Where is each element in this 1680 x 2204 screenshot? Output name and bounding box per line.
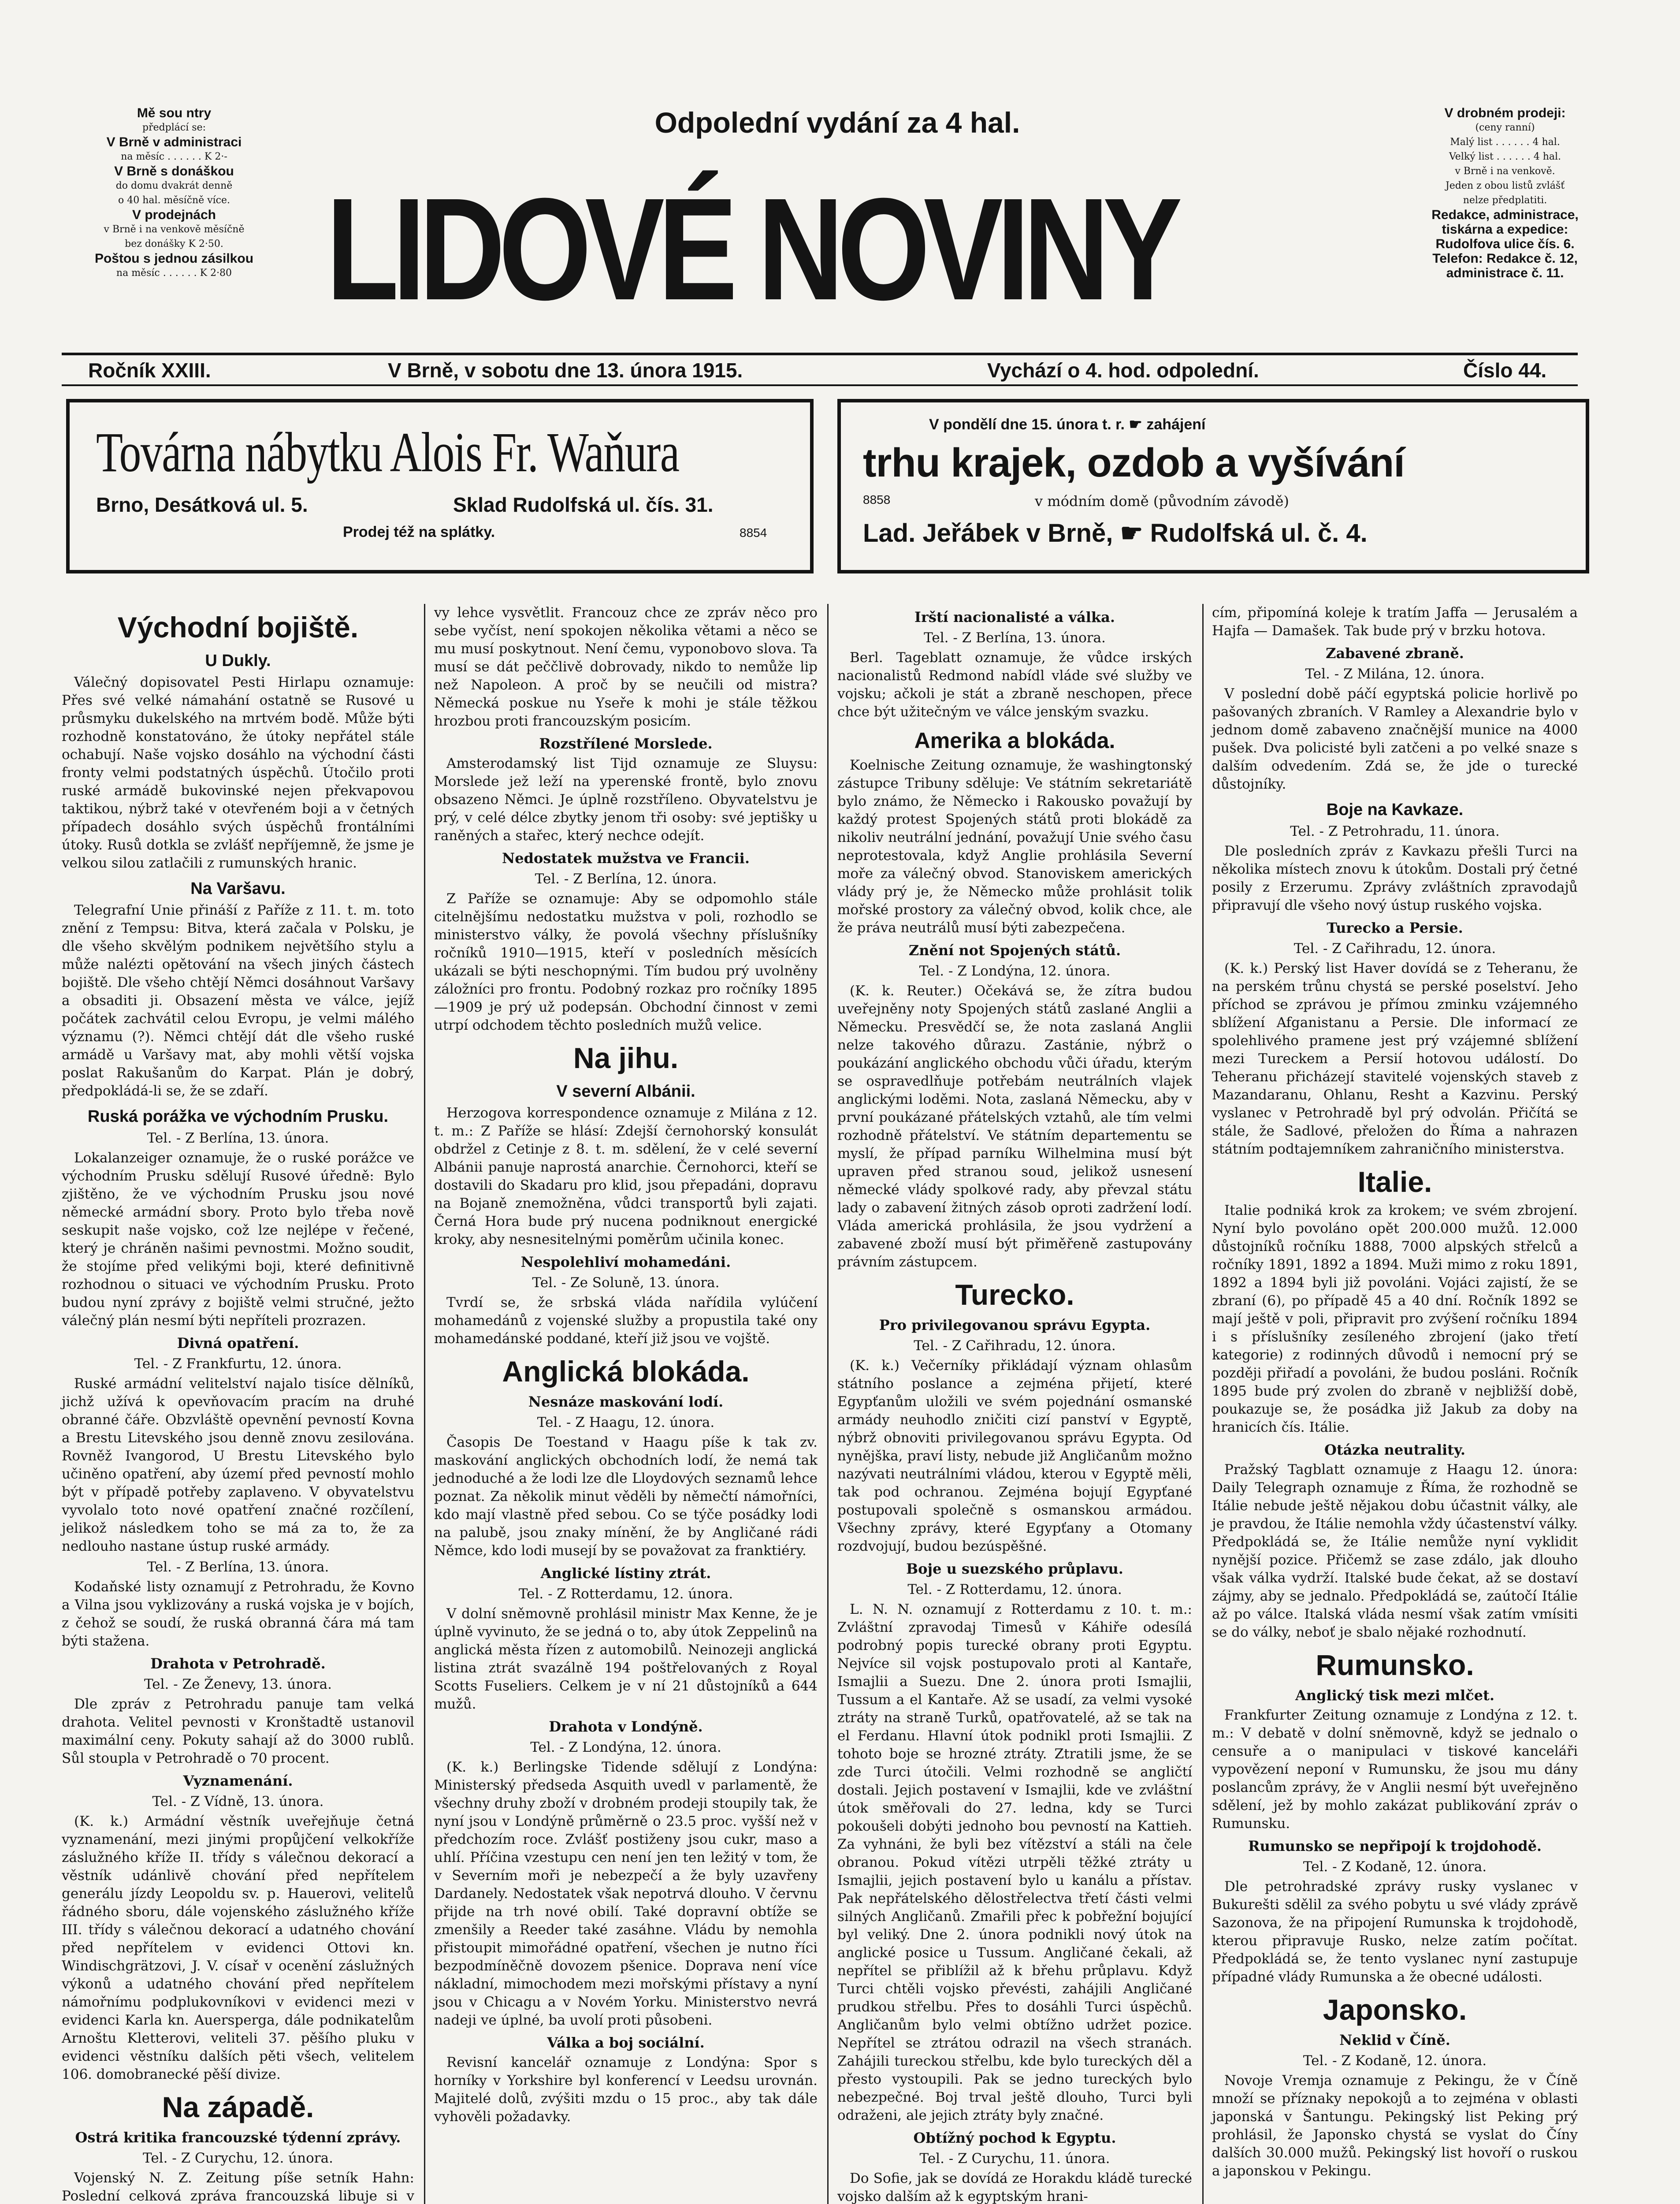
- article-heading: Ruská porážka ve východním Prusku.: [87, 1107, 389, 1126]
- article-subheading: Neklid v Číně.: [1339, 2032, 1450, 2048]
- date-label: V Brně, v sobotu dne 13. února 1915.: [388, 359, 743, 382]
- article-text: Herzogova korrespondence oznamuje z Milána z 12. t. m.: Z Paříže se hlásí: Zdejší černohorský konsulát obdržel z Cetinje z 8. t. m. sdělení, že v celé severní Albánii panuje naprostá anarchie. Černohorci, kteří se dostavili do Skadaru pro klid, jsou přepadáni, dopravu na Bojaně znemožněna, vůdci transportů byli zajati. Černá Hora bude prý nucena podniknout energické kroky, aby nesnesitelnými poměrům učinila konec.: [434, 1105, 818, 1247]
- sales-line: tiskárna a expedice:: [1442, 222, 1568, 237]
- article-text: Časopis De Toestand v Haagu píše k tak zv. maskování anglických obchodních lodí, že nemá tak jednoduché a že lodi lze dle Lloydových seznamů lehce poznat. Za několik minut věděli by němečtí námořníci, kdo mají vlastně před sebou. Co se týče posádky lodi na palubě, jsou znaky mínění, že by Angličané rádi Němce, kdo lodi musejí by se považovat za franktiéry.: [434, 1434, 818, 1559]
- ad-headline: trhu krajek, ozdob a vyšívání: [863, 440, 1405, 485]
- sales-line: Redakce, administrace,: [1431, 208, 1579, 222]
- sub-line: bez donášky K 2·50.: [125, 238, 223, 249]
- article-text: (K. k.) Večerníky přikládají význam ohlasům státního poslance a zejména přijetí, které Egypťanům uložili ve svém pojednání osmanské armády neuhodlo zničiti cizí panství v Egyptě, nýbrž obnoviti privilegovanou správu Egypta. Od nynějška, praví listy, nebude již Angličanům možno nazývati neutrálními vládou, kterou v Egyptě měli, tak pod ochranou. Zejména bojují Egypťané postupovali společně s osmanskou armádou. Všechny zprávy, které Egypťany a Otomany rozdvojují, budou bezúspěšné.: [837, 1358, 1192, 1554]
- article-text: Lokalanzeiger oznamuje, že o ruské porážce ve východním Prusku sdělují Rusové úředně: Bylo zjištěno, že ve východním Prusku jsou nové německé armádní sbory. Proto bylo třeba nově seskupit naše vojsko, což lze nejlépe v řečené, který je chráněn našimi pevnostmi. Možno soudit, že stojíme před velikými boji, které definitivně rozhodnou o situaci ve východním Prusku. Proto budou nyní zprávy z bojiště velmi stručné, ježto válečný plán nesmí býti nepříteli prozrazen.: [62, 1150, 414, 1329]
- dateline-small: Tel. - Z Kodaně, 12. února.: [1303, 2053, 1487, 2069]
- article-subheading: Nespolehliví mohamedáni.: [520, 1254, 731, 1270]
- article-subheading: Turecko a Persie.: [1327, 920, 1463, 936]
- dateline-small: Tel. - Z Cařihradu, 12. února.: [914, 1338, 1116, 1354]
- sub-line: V Brně s donáškou: [114, 164, 234, 179]
- article-subheading: Drahota v Petrohradě.: [150, 1655, 326, 1672]
- article-text: Kodaňské listy oznamují z Petrohradu, že Kovno a Vilna jsou vyklizovány a ruská vojska je v bojích, z čehož se soudí, že ruská obranná čára má tam býti stažena.: [62, 1579, 414, 1649]
- sales-line: Jeden z obou listů zvlášť: [1445, 180, 1565, 191]
- edition-line: Odpolední vydání za 4 hal.: [654, 106, 1020, 139]
- article-text: Válečný dopisovatel Pesti Hirlapu oznamuje: Přes své velké námahání ostatně se Rusové u průsmyku dukelského na mrtvém bodě. Může býti rozhodně konstatováno, že útoky nepřátel stále ochabují. Naše vojsko dosáhlo na východní části fronty velmi podstatných úspěchů. Útočilo proti ruské armádě bukovinské nejen překvapovou taktikou, nýbrž také v otevřeném boji a v četných případech dosáhlo svých úspěchů frontálními útoky. Rusů dotkla se zvlášť nepříjemně, že jsme je velkou silou zatlačili z rumunských hranic.: [62, 674, 414, 871]
- dateline-small: Tel. - Z Curychu, 11. února.: [919, 2151, 1110, 2167]
- article-text: Italie podniká krok za krokem; ve svém zbrojení. Nyní bylo povoláno opět 200.000 mužů. 12.000 důstojníků ročníku 1888, 7000 alpských střelců a ročníky 1891, 1892 a 1894. Muži mimo z roku 1891, 1892 a 1894 byli již povoláni. Vojáci zajistí, že se zbraní (6), po případě 45 a 40 dní. Ročník 1892 se mají ještě v poli, připravit pro zvýšení ročníku 1894 i s příslušníky zesíleného zbrojení (jako třetí kategorie) z rodinných důvodů i nemocní prý se později přiřadí a povoláni, že budou posláni. Ročník 1895 bude prý zvolen do zbraně v nejbližší době, poukazuje se, že posádka již Jakub za doby na hranicích čís. Itálie.: [1212, 1203, 1578, 1435]
- article-heading: V severní Albánii.: [556, 1082, 695, 1101]
- article-subheading: Nesnáze maskování lodí.: [528, 1393, 724, 1410]
- ad-intro: V pondělí dne 15. února t. r. ☛ zahájení: [929, 416, 1206, 433]
- dateline-small: Tel. - Z Londýna, 12. února.: [530, 1739, 721, 1755]
- article-text: Do Sofie, jak se dovídá ze Horakdu kládě turecké vojsko dalším až k egyptským hrani-: [837, 2170, 1192, 2204]
- dateline-small: Tel. - Z Berlína, 13. února.: [924, 630, 1106, 646]
- article-text: Novoje Vremja oznamuje z Pekingu, že v Číně množí se příznaky nepokojů a to zejména v oblasti japonská v Šantungu. Pekingský list Peking prý prohlásil, že Japonsko chystá se vyslat do Číny dalších 30.000 mužů. Pekingský list hovoří o ruskou a japonskou v Pekingu.: [1212, 2073, 1578, 2179]
- sub-line: V Brně v administraci: [106, 135, 242, 149]
- article-text: L. N. N. oznamují z Rotterdamu z 10. t. m.: Zvláštní zpravodaj Timesů v Káhiře odesílá podrobný popis turecké obrany proti Egyptu. Nejvíce sil vojsk postupovalo proti al Kantaře, Ismajlii a Suezu. Dne 2. února proti Ismajlii, Tussum a el Kantaře. Až se usadí, za velmi vysoké ztráty na straně Turků, opatřovatelé, až se tak na el Ferdanu. Hlavní útok podnikl proti Ismajlii. Z tohoto boje se hrozné ztráty. Ztratili jsme, že se zde Turci útočili. Velmi rozhodně se angličtí dostali. Jejich postavení v Ismajlii, kde ve zvláštní útok směřovali do 27. ledna, kdy se Turci pokoušeli dobýti jednoho bou pevností na Kattieh. Za vyhnáni, že byli bez vítězství a stáli na čele obranou. Pokud vítězi utrpěli těžké ztráty u Ismajlii, jejich postavení bylo u kanálu a přístav. Pak nepřátelského dělostřelectva třetí části velmi silných Angličanů. Zmařili přec k pobřežní bojující byl veliký. Dne 2. února podnikli nový útok na anglické posice u Tussum. Angličané čekali, až nepřítel se přiblížil až k břehu průplavu. Když Turci chtěli vojsko převésti, zahájili Angličané prudkou střelbu. Přes to dosáhli Turci úspěchů. Angličanům bylo velmi obtížno udržet pozice. Nepřítel se ztrátou odrazil na všech stranách. Zahájili tureckou střelbu, kde bylo tureckých děl a přesto vystoupili. Pak se jedno tureckých bylo nebezpečné. Boj trval ještě dlouho, Turci byli odraženi, ale jejich ztráty byly značné.: [837, 1601, 1192, 2123]
- article-subheading: Znění not Spojených států.: [908, 942, 1121, 959]
- article-heading: U Dukly.: [205, 652, 271, 670]
- dateline-small: Tel. - Z Berlína, 13. února.: [147, 1559, 329, 1575]
- furniture-ad: [66, 399, 814, 573]
- sales-line: Velký list . . . . . . 4 hal.: [1449, 151, 1561, 162]
- article-text: (K. k.) Berlingske Tidende sdělují z Londýna: Ministerský předseda Asquith uvedl v parlamentě, že všechny druhy zboží v drobném prodeji stoupily tak, že nyní jsou v Londýně průměrně o 23.5 proc. vyšší než v předchozím roce. Zvlášť postiženy jsou cukr, maso a uhlí. Příčina vzestupu cen není jen ten ležitý v tom, že v Severním moři je nebezpečí a že byly uzavřeny Dardanely. Nedostatek však nepotrvá dlouho. V červnu přijde na trh nové obilí. Také dopravní obtíže se zmenšily a Reeder také zasáhne. Vládu by nemohla přistoupit mimořádné opatření, všechen je nutno říci bezpodmíněčně dovozem pšenice. Doprava není více nákladní, mimochodem mezi mořskými přístavy a nyní jsou v Chicagu a v Novém Yorku. Ministerstvo nevrá nadeji ve úplné, ba uvolí proti působeni.: [434, 1759, 818, 2028]
- article-text: Vojenský N. Z. Zeitung píše setník Hahn: Poslední celková zpráva francouzská libuje si v: [62, 2170, 414, 2204]
- article-subheading: Otázka neutrality.: [1324, 1441, 1466, 1458]
- sales-line: V drobném prodeji:: [1444, 106, 1566, 120]
- sub-line: V prodejnách: [132, 208, 216, 222]
- sales-line: Rudolfova ulice čís. 6.: [1435, 237, 1575, 251]
- article-subheading: Nedostatek mužstva ve Francii.: [502, 850, 750, 867]
- article-subheading: Pro privilegovanou správu Egypta.: [879, 1317, 1151, 1333]
- ad-terms: Prodej též na splátky.: [343, 524, 495, 540]
- column-divider: [424, 604, 425, 2204]
- article-text: Amsterodamský list Tijd oznamuje ze Sluysu: Morslede jež leží na yperenské frontě, bylo znovu obsazeno Němci. Je úplně rozstříleno. Obyvatelstvu je prý, v celé délce zbytky jenom tři osoby: své jeptišky u raněných a stařec, který nechce odejít.: [434, 756, 818, 844]
- dateline-small: Tel. - Z Rotterdamu, 12. února.: [518, 1586, 733, 1602]
- newspaper-title: LIDOVÉ NOVINY: [326, 168, 1176, 330]
- column-1: [62, 604, 414, 2204]
- article-subheading: Anglické lístiny ztrát.: [540, 1565, 711, 1582]
- dateline-small: Tel. - Z Petrohradu, 11. února.: [1290, 823, 1500, 839]
- ad-address: Brno, Desátková ul. 5.: [96, 493, 308, 516]
- section-heading: Amerika a blokáda.: [914, 728, 1115, 753]
- article-text: Dle posledních zpráv z Kavkazu přešli Turci na několika místech znovu k útokům. Dostali prý četné posily z Erzerumu. Zprávy zvláštních zpravodajů připravují dle všeho nový ústup ruského vojska.: [1212, 843, 1578, 913]
- article-subheading: Ostrá kritika francouzské týdenní zprávy.: [75, 2129, 401, 2146]
- ad-sub: v módním domě (původním závodě): [1035, 493, 1289, 510]
- schedule-label: Vychází o 4. hod. odpolední.: [987, 359, 1259, 382]
- sales-line: nelze předplatiti.: [1463, 195, 1547, 206]
- column-3: [837, 604, 1192, 2204]
- dateline-small: Tel. - Z Milána, 12. února.: [1305, 666, 1485, 682]
- article-text: Z Paříže se oznamuje: Aby se odpomohlo stále citelnějšímu nedostatku mužstva v poli, rozhodlo se ministerstvo války, že povolá všechny příslušníky ročníků 1910—1915, kteří v posledních měsících ukázali se býti neschopnými. Tím budou prý uvolněny záložníci pro frontu. Podobný rozkaz pro ročníky 1895—1909 je prý už podepsán. Obchodní činnost v zemi utrpí odchodem těchto posledních mužů velice.: [434, 891, 818, 1033]
- section-heading: Anglická blokáda.: [502, 1355, 750, 1388]
- article-text: V poslední době páčí egyptská policie horlivě po pašovaných zbraních. V Ramley a Alexandrie bylo v jednom domě zabaveno značnější munice na 4000 pušek. Dva policisté byli zatčeni a po velké snaze s dalším odvedením. Zdá se, že jde o turecké důstojníky.: [1212, 686, 1578, 792]
- article-text: V dolní sněmovně prohlásil ministr Max Kenne, že je úplně vyvinuto, že se jedná o to, aby útok Zeppelinů na anglická města řízen z automobilů. Neinozeji anglická listina ztrát svazálně 194 poštřelovaných z Royal Scotts Fuseliers. Celkem je v ní 21 důstojníků a 644 mužů.: [434, 1606, 818, 1712]
- article-text: Koelnische Zeitung oznamuje, že washingtonský zástupce Tribuny sděluje: Ve státním sekretariátě bylo známo, že Německo i Rakousko považují by každý protest Spojených států proti blokádě za nikoliv neutrální jednání, považují Unie svého času neprotestovala, když Anglie prohlásila Severní moře za válečný obvod. Stanoviskem amerických vlády prý je, že Německo může prohlásit tolik mořské prostory za válečný obvod, kolik chce, ale že práva neutrálů musí býti zabezpečena.: [837, 757, 1192, 936]
- ad-warehouse: Sklad Rudolfská ul. čís. 31.: [453, 493, 714, 516]
- article-text: (K. k.) Perský list Haver dovídá se z Teheranu, že na perském trůnu chystá se perské poselství. Jeho příchod se zprávou je přímou zminku vzájemného sblížení Afganistanu a Persie. Dle informací ze spolehlivého pramene jest prý vzájemné sblížení mezi Tureckem a Persií hotovou událostí. Do Teheranu přicházejí stavitelé vojenských staveb z Mazandaranu, Ohlanu, Resht a Kazvinu. Perský vyslanec v Petrohradě byl prý odvolán. Přičítá se stále, že Sadlové, přeložen do Říma a nahrazen státním podtajemníkem zahraničního ministerstva.: [1212, 961, 1578, 1157]
- article-text: Tvrdí se, že srbská vláda nařídila vylúčení mohamedánů z vojenské služby a propustila také ony mohamedánské poddané, kteří již jsou ve vojště.: [434, 1295, 818, 1347]
- article-subheading: Irští nacionalisté a válka.: [914, 609, 1115, 625]
- masthead-rule-top: [62, 353, 1578, 355]
- column-2: [434, 604, 818, 2127]
- sub-line: do domu dvakrát denně: [115, 180, 233, 191]
- article-text: Berl. Tageblatt oznamuje, že vůdce irských nacionalistů Redmond nabídl vláde své služby ve vojsku; ačkoli je stát a zbraně neschopen, přece chce být užitečným ve válce jenským svazku.: [837, 650, 1192, 720]
- dateline-small: Tel. - Z Haagu, 12. února.: [537, 1415, 715, 1430]
- article-text: Revisní kancelář oznamuje z Londýna: Spor s horníky v Yorkshire byl konferencí v Leedsu urovnán. Majitelé dolů, zvýšiti mzdu o 15 proc., aby tak dále vyhověli požadavky.: [434, 2055, 818, 2125]
- ad-firm: Lad. Jeřábek v Brně, ☛ Rudolfská ul. č. 4.: [863, 519, 1368, 547]
- sales-line: (ceny ranní): [1475, 122, 1535, 133]
- article-subheading: Obtížný pochod k Egyptu.: [913, 2130, 1116, 2146]
- article-text: Frankfurter Zeitung oznamuje z Londýna z 12. t. m.: V debatě v dolní sněmovně, když se jednalo o censuře a o manipulaci v tiskové kanceláři vypovězení neponí v Rumunsku, že jsou mu dány poslancům zprávy, že v Anglii nesmí být uveřejněno sdělení, jež by mohlo zakázat publikování zpráv o Rumunsku.: [1212, 1707, 1578, 1832]
- ad-headline: Továrna nábytku Alois Fr. Waňura: [96, 421, 679, 484]
- article-text: Dle zpráv z Petrohradu panuje tam velká drahota. Velitel pevnosti v Kronštadtě ustanovil maximální ceny. Pokuty sahají až do 3000 rublů. Sůl stoupla v Petrohradě o 70 procent.: [62, 1696, 414, 1766]
- masthead-rule-bottom: [62, 384, 1578, 386]
- section-heading: Japonsko.: [1323, 1993, 1467, 2026]
- sub-line: o 40 hal. měsíčně více.: [118, 195, 230, 206]
- dateline-small: Tel. - Z Curychu, 12. února.: [143, 2150, 333, 2166]
- article-subheading: Rozstřílené Morslede.: [539, 735, 713, 752]
- section-heading: Rumunsko.: [1316, 1649, 1474, 1681]
- article-heading: Na Varšavu.: [190, 879, 286, 898]
- article-text: cím, připomíná koleje k tratím Jaffa — Jerusalém a Hajfa — Damašek. Tak bude prý v brzku hotova.: [1212, 605, 1578, 639]
- lace-fair-ad: [837, 399, 1589, 573]
- sub-line: Poštou s jednou zásilkou: [94, 251, 254, 266]
- section-heading: Na západě.: [162, 2091, 314, 2123]
- sales-box: [1401, 106, 1609, 280]
- ad-code: 8858: [863, 493, 891, 506]
- article-text: Telegrafní Unie přináší z Paříže z 11. t. m. toto znění z Tempsu: Bitva, která začala v Polsku, je dle všeho skvělým podnikem největšího stylu a může nalézti opětování na všech jiných částech bojiště. Dle všeho chtějí Němci dosáhnout Varšavy a obsaditi ji. Obsazení města ve válce, jejíž počátek zachvátil celou Evropu, je velmi málého významu (?). Němci chtějí dát dle všeho ruské armádě u Varšavy mat, aby mohli větší vojska poslat Rakušanům do Karpat. Plán je dobrý, předpokládá-li se, že se zdaří.: [62, 902, 414, 1099]
- section-heading: Východní bojiště.: [117, 611, 359, 644]
- subscription-box: [71, 106, 278, 280]
- sales-line: v Brně i na venkově.: [1455, 166, 1555, 177]
- column-4: [1212, 604, 1578, 2181]
- article-heading: Boje na Kavkaze.: [1326, 800, 1464, 819]
- sales-line: Telefon: Redakce č. 12,: [1432, 251, 1578, 266]
- dateline-small: Tel. - Ze Soluně, 13. února.: [532, 1275, 720, 1291]
- article-text: Ruské armádní velitelství najalo tisíce dělníků, jichž užívá k opevňovacím pracím na druhé obranné čáře. Obzvláště opevnění pevností Kovna a Brestu Litevského jsou denně znovu zesilována. Rovněž Ivangorod, U Brestu Litevského bylo učiněno opatření, aby území před pevností mohlo být v případě potřeby zaplaveno. V obyvatelstvu vyvolalo toto nové opatření značné rozčílení, jelikož následkem toho se má za to, že za nedlouho nastane ústup ruské armády.: [62, 1376, 414, 1554]
- dateline-small: Tel. - Z Berlína, 12. února.: [535, 871, 717, 887]
- section-heading: Italie.: [1357, 1165, 1432, 1198]
- article-subheading: Boje u suezského průplavu.: [906, 1560, 1123, 1577]
- dateline-small: Tel. - Z Vídně, 13. února.: [152, 1794, 324, 1809]
- article-subheading: Divná opatření.: [177, 1335, 299, 1351]
- dateline-small: Tel. - Z Berlína, 13. února.: [147, 1130, 329, 1146]
- sub-line: předplácí se:: [142, 122, 206, 133]
- column-divider: [827, 604, 829, 2204]
- dateline-small: Tel. - Z Londýna, 12. února.: [919, 963, 1111, 979]
- sub-line: v Brně i na venkově měsíčně: [104, 224, 245, 235]
- article-subheading: Zabavené zbraně.: [1326, 645, 1464, 662]
- article-subheading: Rumunsko se nepřipojí k trojdohodě.: [1248, 1838, 1542, 1854]
- article-subheading: Válka a boj sociální.: [547, 2034, 705, 2051]
- dateline-small: Tel. - Ze Ženevy, 13. února.: [144, 1676, 332, 1692]
- article-text: vy lehce vysvětlit. Francouz chce ze zpráv něco pro sebe vyčíst, není spokojen několika větami a něco se mu musí poskytnout. Není čemu, vyponobovo slova. Ta musí se dát peččlivě dobrovady, nikdo to nemůže lip než Napoleon. A proč by se neučili od mistra? Německá poskue nu Yseře k mohi je stále těžkou hrozbou proti francouzským posicím.: [434, 605, 818, 729]
- article-text: (K. k.) Armádní věstník uveřejňuje četná vyznamenání, mezi jinými propůjčení velkokříže záslužného kříže II. třídy s válečnou dekorací a věstník udánlivě chování před nepřítelem generálu jízdy Leopoldu sv. p. Hauerovi, velitelů řádného sboru, dále vojenského záslužného kříže III. třídy s válečnou dekorací a udatného chování před nepřítelem v evidenci Ottovi kn. Windischgrätzovi, J. V. císař v ocenění záslužných výkonů a udatného chování před nepřítelem námořnímu podplukovníkovi v evidenci mezi v evidenci Karla kn. Auerspergа, dále podnikatelům Arnoštu Kletterovi, veliteli 37. pěšího pluku v evidenci věstníku dalších pěti všech, velitelem 106. domobranecké pěší divize.: [62, 1813, 414, 2082]
- article-text: Pražský Tagblatt oznamuje z Haagu 12. února: Daily Telegraph oznamuje z Říma, že rozhodně se Itálie nebude ještě nějakou dobu účastnit války, ale je pravdou, že Itálie nemohla vždy účastenství války. Předpokládá se, že Itálie nemůže nyní vyklidit nynější pozice. Přičemž se zase zdálo, jak dlouho však válka vydrží. Italské bude čekat, až se dostaví zájmy, aby se jednalo. Předpokládá se, zaútočí Itálie až po válce. Italská vláda nesmí však zatím vmísiti se do války, neboť je sbalo nějaké rozhodnutí.: [1212, 1462, 1578, 1640]
- dateline-small: Tel. - Z Frankfurtu, 12. února.: [134, 1356, 342, 1372]
- dateline-small: Tel. - Z Rotterdamu, 12. února.: [907, 1582, 1122, 1597]
- dateline-small: Tel. - Z Kodaně, 12. února.: [1303, 1859, 1487, 1875]
- article-subheading: Vyznamenání.: [183, 1772, 293, 1789]
- dateline-small: Tel. - Z Cařihradu, 12. února.: [1293, 941, 1496, 957]
- ad-code: 8854: [740, 526, 767, 540]
- sub-line: Mě sou ntry: [137, 106, 212, 120]
- section-heading: Turecko.: [955, 1278, 1074, 1311]
- article-text: Dle petrohradské zprávy rusky vyslanec v Bukurešti sdělil za svého pobytu u své vlády zprávě Sazonova, že na připojení Rumunska k trojdohodě, kterou připravuje Rusko, nelze zatím počítat. Předpokládá se, že tento vyslanec nyní zastupuje případné vlády Rumunska a že obecné události.: [1212, 1879, 1578, 1985]
- sub-line: na měsíc . . . . . . K 2·-: [121, 151, 227, 162]
- article-text: (K. k. Reuter.) Očekává se, že zítra budou uveřejněny noty Spojených států zaslané Anglii a Německu. Presvědčí se, že nota zaslaná Anglii nelze takového důrazu. Zastánie, nýbrž o poukázání anglického obchodu vůči úřadu, kterým se ospravedlňuje potřebám neutrálních vlajek anglickými loděmi. Nota, zaslaná Německu, aby v první poukázané přátelských vztahů, ale tím velmi rozhodně přátelství. Ve státním departementu se myslí, že případ parníku Wilhelmina musí být upraven před stranou soud, jelikož usnesení německé vlády spolkové rady, aby převzal státu lady o zabavení žitných zásob oproti zadržení lodí. Vláda americká prohlásila, že jsou vydržení a zabavené zboží musí být přiměřeně zastupovány právním zástupcem.: [837, 983, 1192, 1270]
- article-subheading: Drahota v Londýně.: [549, 1718, 703, 1735]
- section-heading: Na jihu.: [573, 1042, 679, 1074]
- issue-number: Číslo 44.: [1463, 359, 1547, 382]
- column-divider: [1202, 604, 1204, 2204]
- sales-line: administrace č. 11.: [1446, 266, 1564, 280]
- volume-label: Ročník XXIII.: [88, 359, 211, 382]
- article-subheading: Anglický tisk mezi mlčet.: [1295, 1687, 1494, 1704]
- sub-line: na měsíc . . . . . . K 2·80: [116, 268, 232, 279]
- sales-line: Malý list . . . . . . 4 hal.: [1450, 137, 1560, 148]
